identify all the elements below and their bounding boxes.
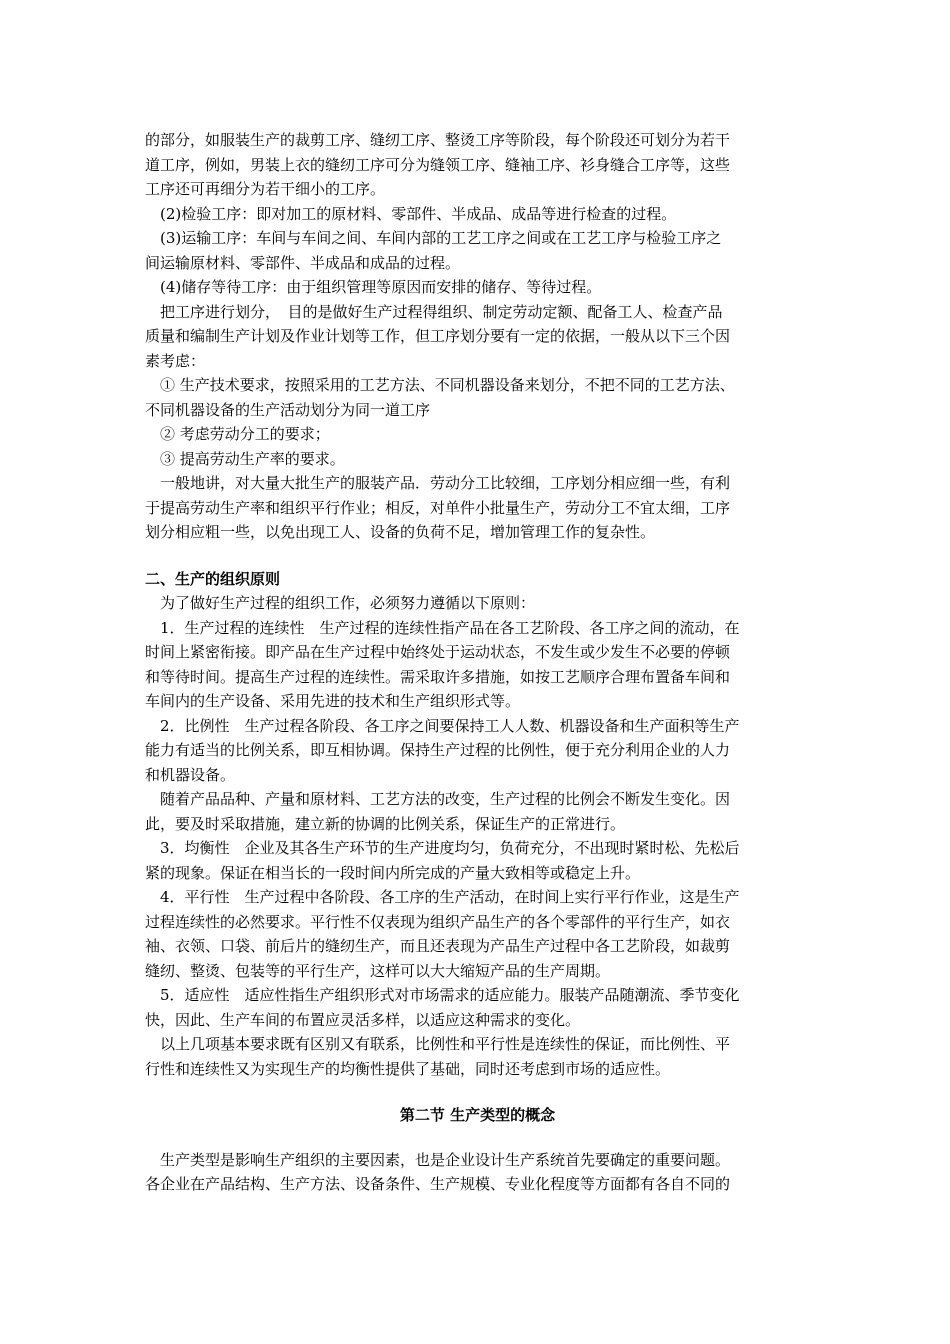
text-line: 素考虑： xyxy=(145,351,206,370)
text-line: 道工序，例如，男装上衣的缝纫工序可分为缝领工序、缝袖工序、衫身缝合工序等，这些 xyxy=(145,155,731,174)
text-line: 袖、衣领、口袋、前后片的缝纫生产，而且还表现为产品生产过程中各工艺阶段，如裁剪 xyxy=(145,937,731,955)
spacer xyxy=(145,545,810,567)
text-line: 的部分，如服装生产的裁剪工序、缝纫工序、整烫工序等阶段，每个阶段还可划分为若干 xyxy=(145,131,731,149)
text-line: 紧的现象。保证在相当长的一段时间内所完成的产量大致相等或稳定上升。 xyxy=(145,863,641,882)
text-line: 把工序进行划分， 目的是做好生产过程得组织、制定劳动定额、配备工人、检查产品 xyxy=(145,302,723,321)
text-line: 1．生产过程的连续性 生产过程的连续性指产品在各工艺阶段、各工序之间的流动，在 xyxy=(145,618,740,637)
text-line: 为了做好生产过程的组织工作，必须努力遵循以下原则： xyxy=(145,594,536,612)
text-line: 3．均衡性 企业及其各生产环节的生产进度均匀，负荷充分，不出现时紧时松、先松后 xyxy=(145,839,740,857)
text-line: 和等待时间。提高生产过程的连续性。需采取许多措施，如按工艺顺序合理布置备车间和 xyxy=(145,667,731,686)
text-line: (3)运输工序：车间与车间之间、车间内部的工艺工序之间或在工艺工序与检验工序之 xyxy=(145,229,722,247)
text-line: 工序还可再细分为若干细小的工序。 xyxy=(145,180,386,198)
text-line: 一般地讲，对大量大批生产的服装产品．劳动分工比较细，工序划分相应细一些，有利 xyxy=(145,474,731,492)
text-line: 此，要及时采取措施，建立新的协调的比例关系，保证生产的正常进行。 xyxy=(145,814,626,833)
text-line: 4．平行性 生产过程中各阶段、各工序的生产活动，在时间上实行平行作业，这是生产 xyxy=(145,888,740,906)
text-line: 划分相应粗一些，以免出现工人、设备的负荷不足，增加管理工作的复杂性。 xyxy=(145,523,656,541)
text-line: 间运输原材料、零部件、半成品和成品的过程。 xyxy=(145,253,461,272)
text-line: 2．比例性 生产过程各阶段、各工序之间要保持工人人数、机器设备和生产面积等生产 xyxy=(145,716,740,735)
text-line: ① 生产技术要求，按照采用的工艺方法、不同机器设备来划分，不把不同的工艺方法、 xyxy=(145,376,735,394)
text-line: ③ 提高劳动生产率的要求。 xyxy=(145,449,345,468)
document-page xyxy=(145,128,810,1197)
text-line: 随着产品品种、产量和原材料、工艺方法的改变，生产过程的比例会不断发生变化。因 xyxy=(145,790,731,808)
text-line: 不同机器设备的生产活动划分为同一道工序 xyxy=(145,400,431,419)
chapter-heading: 第二节 生产类型的概念 xyxy=(399,1106,556,1124)
text-line: 各企业在产品结构、生产方法、设备条件、生产规模、专业化程度等方面都有各自不同的 xyxy=(145,1175,731,1193)
text-line: 行性和连续性又为实现生产的均衡性提供了基础，同时还考虑到市场的适应性。 xyxy=(145,1059,671,1078)
text-line: 过程连续性的必然要求。平行性不仅表现为组织产品生产的各个零部件的平行生产，如衣 xyxy=(145,912,731,931)
text-line: ② 考虑劳动分工的要求； xyxy=(145,425,330,443)
text-line: 缝纫、整烫、包装等的平行生产，这样可以大大缩短产品的生产周期。 xyxy=(145,961,611,980)
text-line: 5．适应性 适应性指生产组织形式对市场需求的适应能力。服装产品随潮流、季节变化 xyxy=(145,986,740,1004)
text-line: (4)储存等待工序：由于组织管理等原因而安排的储存、等待过程。 xyxy=(145,278,602,296)
text-line: 车间内的生产设备、采用先进的技术和生产组织形式等。 xyxy=(145,692,521,710)
text-line: 质量和编制生产计划及作业计划等工作，但工序划分要有一定的依据，一般从以下三个因 xyxy=(145,327,731,345)
text-line: 以上几项基本要求既有区别又有联系，比例性和平行性是连续性的保证，而比例性、平 xyxy=(145,1035,731,1053)
paragraph-block-3 xyxy=(145,1148,810,1197)
text-line: 和机器设备。 xyxy=(145,765,236,784)
text-line: 能力有适当的比例关系，即互相协调。保持生产过程的比例性，便于充分利用企业的人力 xyxy=(145,741,731,759)
spacer xyxy=(145,1128,810,1148)
text-line: 于提高劳动生产率和组织平行作业；相反，对单件小批量生产，劳动分工不宜太细，工序 xyxy=(145,498,731,517)
spacer xyxy=(145,1081,810,1103)
text-line: (2)检验工序：即对加工的原材料、零部件、半成品、成品等进行检查的过程。 xyxy=(145,204,677,223)
text-line: 快，因此、生产车间的布置应灵活多样，以适应这种需求的变化。 xyxy=(145,1010,581,1029)
text-line: 时间上紧密衔接。即产品在生产过程中始终处于运动状态，不发生或少发生不必要的停顿 xyxy=(145,643,731,661)
paragraph-block-1 xyxy=(145,128,810,545)
section-heading: 二、生产的组织原则 xyxy=(145,569,281,588)
paragraph-block-2 xyxy=(145,591,810,1081)
text-line: 生产类型是影响生产组织的主要因素，也是企业设计生产系统首先要确定的重要问题。 xyxy=(145,1150,731,1169)
